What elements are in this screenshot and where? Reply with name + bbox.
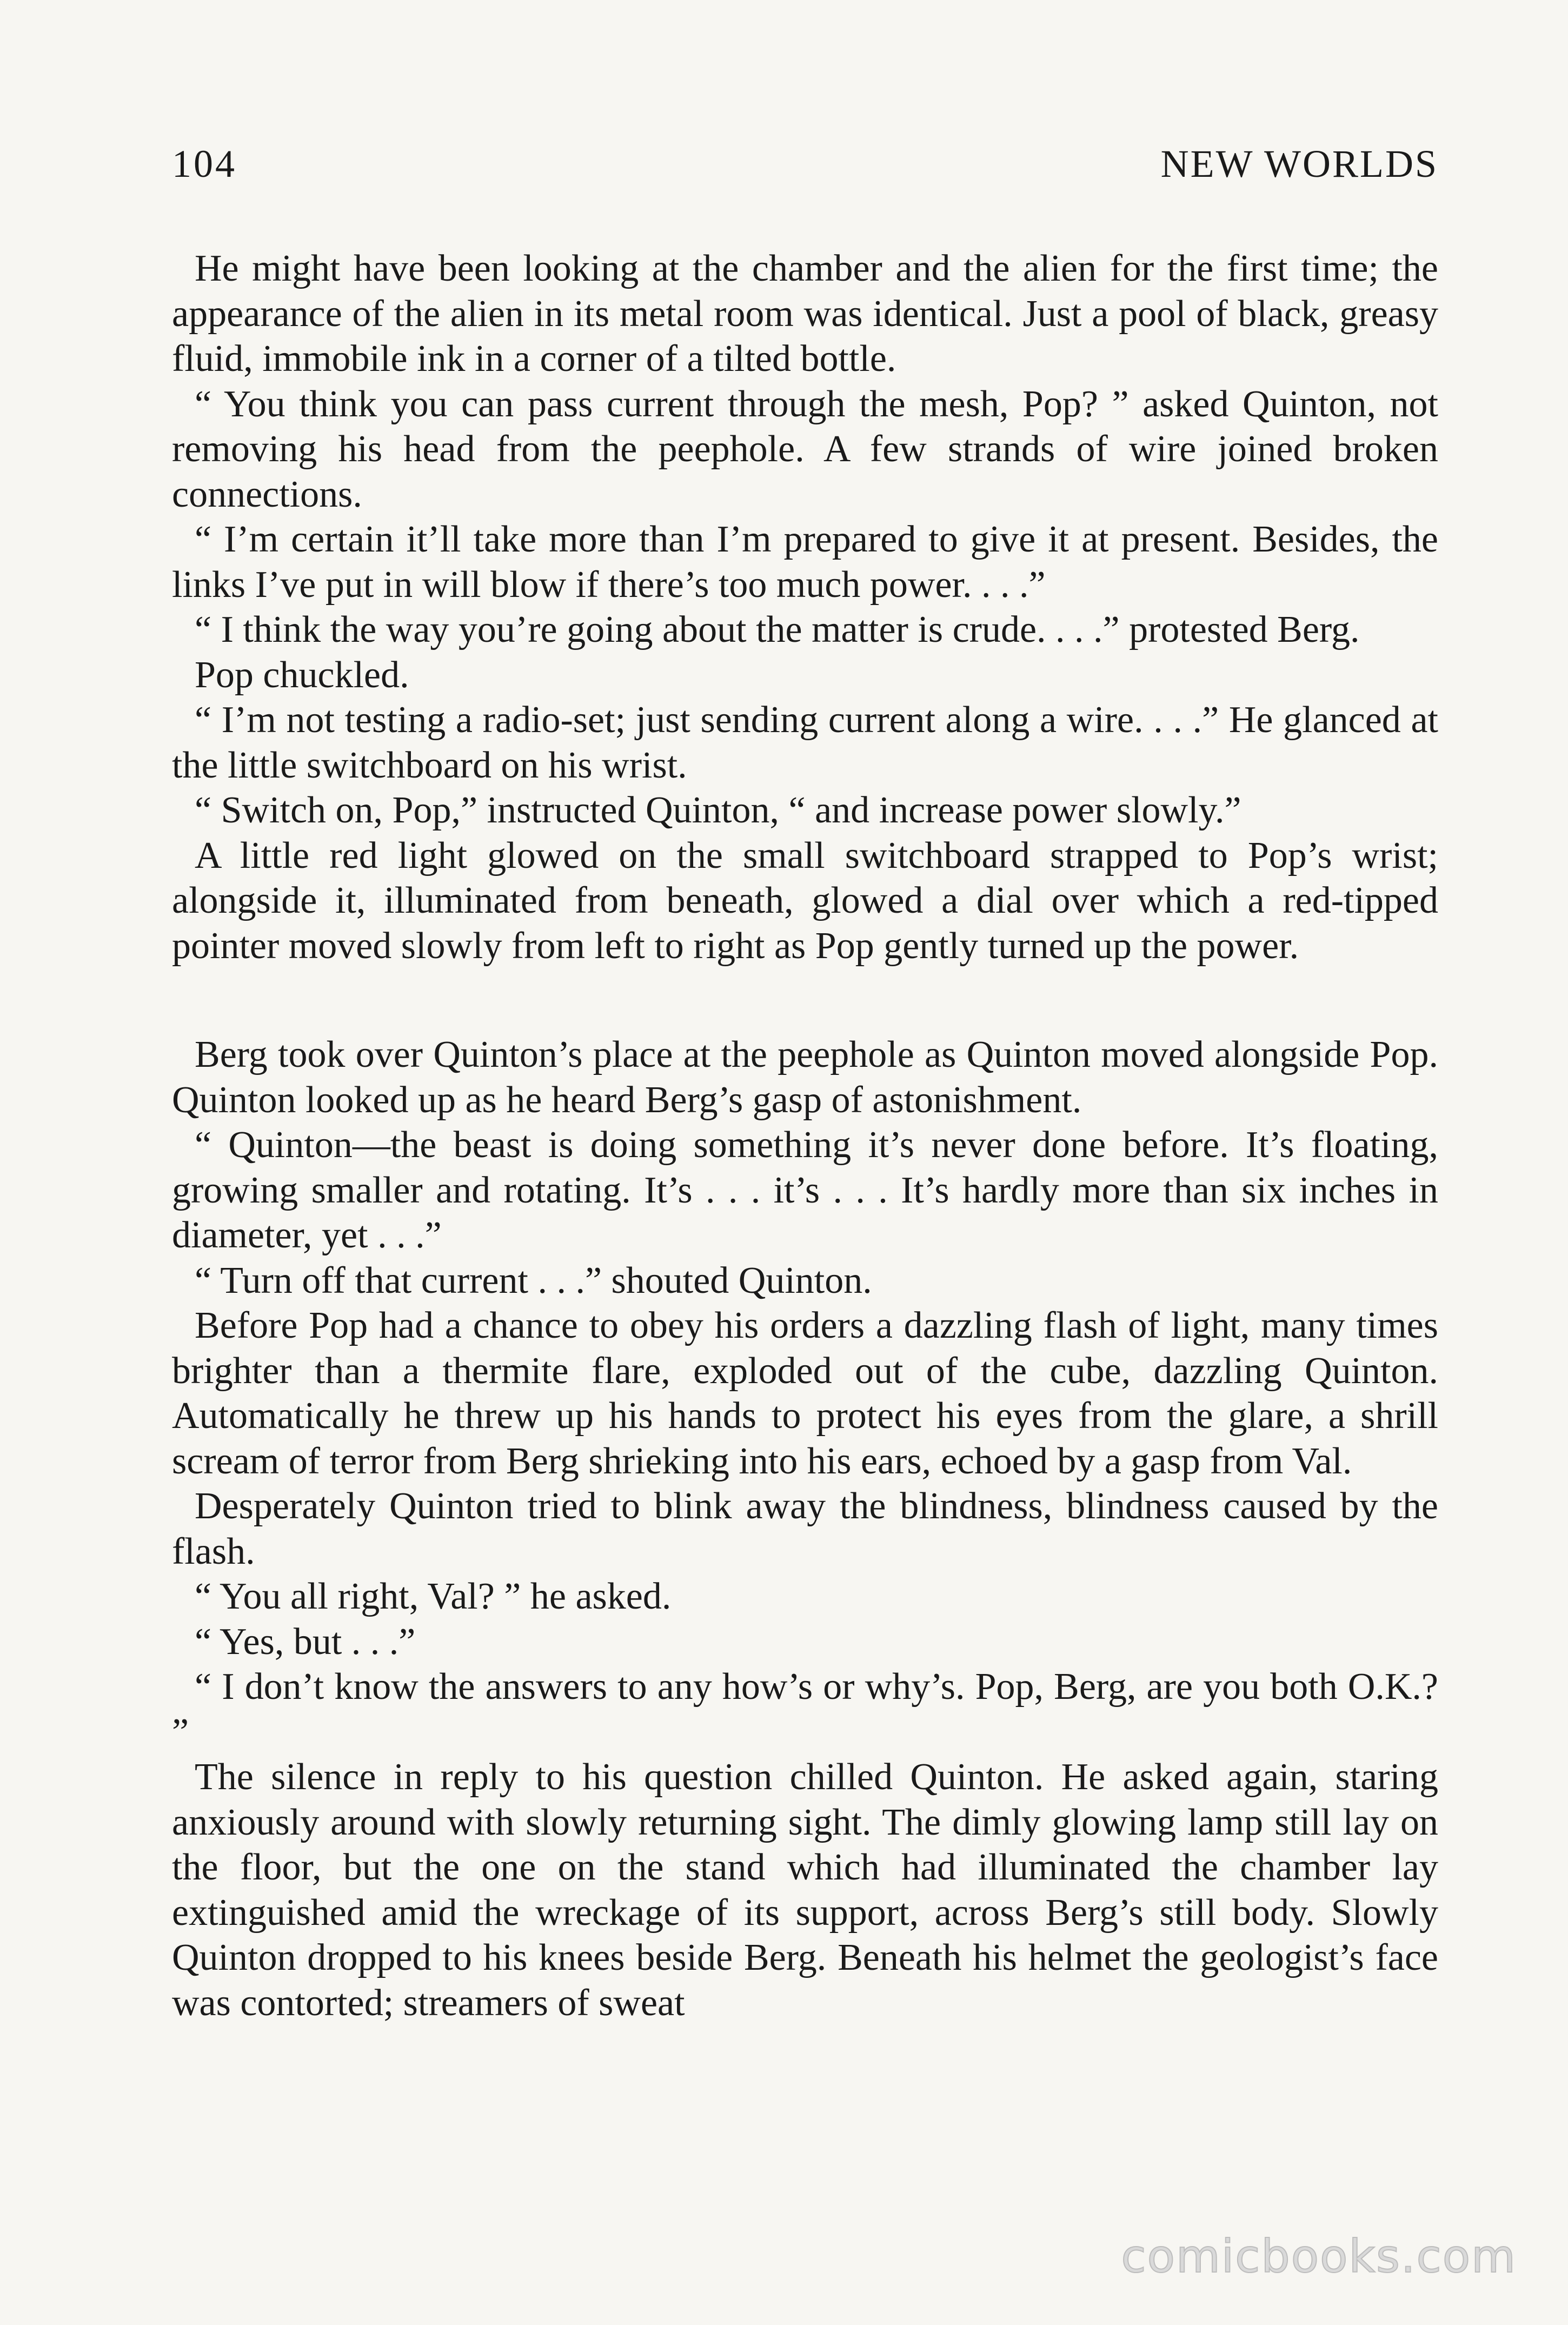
paragraph: “ Yes, but . . .” — [195, 1620, 416, 1663]
paragraph: The silence in reply to his question chilled Quinton. He asked again, staring anxiously around with slowly returning sight. The dimly glowing lamp still lay on the floor, but the one on the stand which had illuminated the chamber lay extinguished amid the wreckage of its support, across Berg’s still body. Slowly Quinton dropped to his knees beside Berg. Beneath his helmet the geologist’s face was contorted; streamers of sweat — [172, 1756, 1438, 2024]
paragraph: “ You all right, Val? ” he asked. — [195, 1576, 672, 1617]
paragraph: “ Turn off that current . . .” shouted Quinton. — [195, 1259, 872, 1301]
paragraph: Desperately Quinton tried to blink away the blindness, blindness caused by the flash. — [172, 1485, 1438, 1572]
paragraph: “ Quinton—the beast is doing something it’s never done before. It’s floating, growing smaller and rotating. It’s . . . it’s . . . It’s hardly more than six inches in diameter, yet . . .” — [172, 1124, 1438, 1256]
paragraph: Pop chuckled. — [195, 654, 409, 696]
paragraph: A little red light glowed on the small switchboard strapped to Pop’s wrist; alongside it, illuminated from beneath, glowed a dial over which a red-tipped pointer moved slowly from left to right as Pop gently turned up the power. — [172, 834, 1438, 967]
section-break — [172, 968, 1438, 1032]
body-text — [172, 246, 1438, 2025]
paragraph: He might have been looking at the chamber and the alien for the first time; the appearance of the alien in its metal room was identical. Just a pool of black, greasy fluid, immobile ink in a corner of a tilted bottle. — [172, 248, 1438, 380]
paragraph: “ I’m not testing a radio-set; just sending current along a wire. . . .” He glanced at the little switchboard on his wrist. — [172, 699, 1438, 786]
watermark: comicbooks.com — [1121, 2230, 1517, 2283]
paragraph: “ I think the way you’re going about the matter is crude. . . .” protested Berg. — [195, 609, 1360, 650]
paragraph: “ You think you can pass current through the mesh, Pop? ” asked Quinton, not removing his head from the peephole. A few strands of wire joined broken connections. — [172, 383, 1438, 515]
page-number: 104 — [172, 142, 237, 185]
running-head — [172, 142, 1438, 190]
paragraph: “ I don’t know the answers to any how’s or why’s. Pop, Berg, are you both O.K.? ” — [172, 1666, 1438, 1753]
paragraph: “ Switch on, Pop,” instructed Quinton, “ and increase power slowly.” — [195, 789, 1241, 831]
paragraph: “ I’m certain it’ll take more than I’m prepared to give it at present. Besides, the links I’ve put in will blow if there’s too much power. . . .” — [172, 519, 1438, 606]
paragraph: Berg took over Quinton’s place at the peephole as Quinton moved alongside Pop. Quinton looked up as he heard Berg’s gasp of astonishment. — [172, 1034, 1438, 1121]
magazine-title: NEW WORLDS — [1160, 142, 1438, 185]
paragraph: Before Pop had a chance to obey his orders a dazzling flash of light, many times brighter than a thermite flare, exploded out of the cube, dazzling Quinton. Automatically he threw up his hands to protect his eyes from the glare, a shrill scream of terror from Berg shrieking into his ears, echoed by a gasp from Val. — [172, 1305, 1438, 1482]
